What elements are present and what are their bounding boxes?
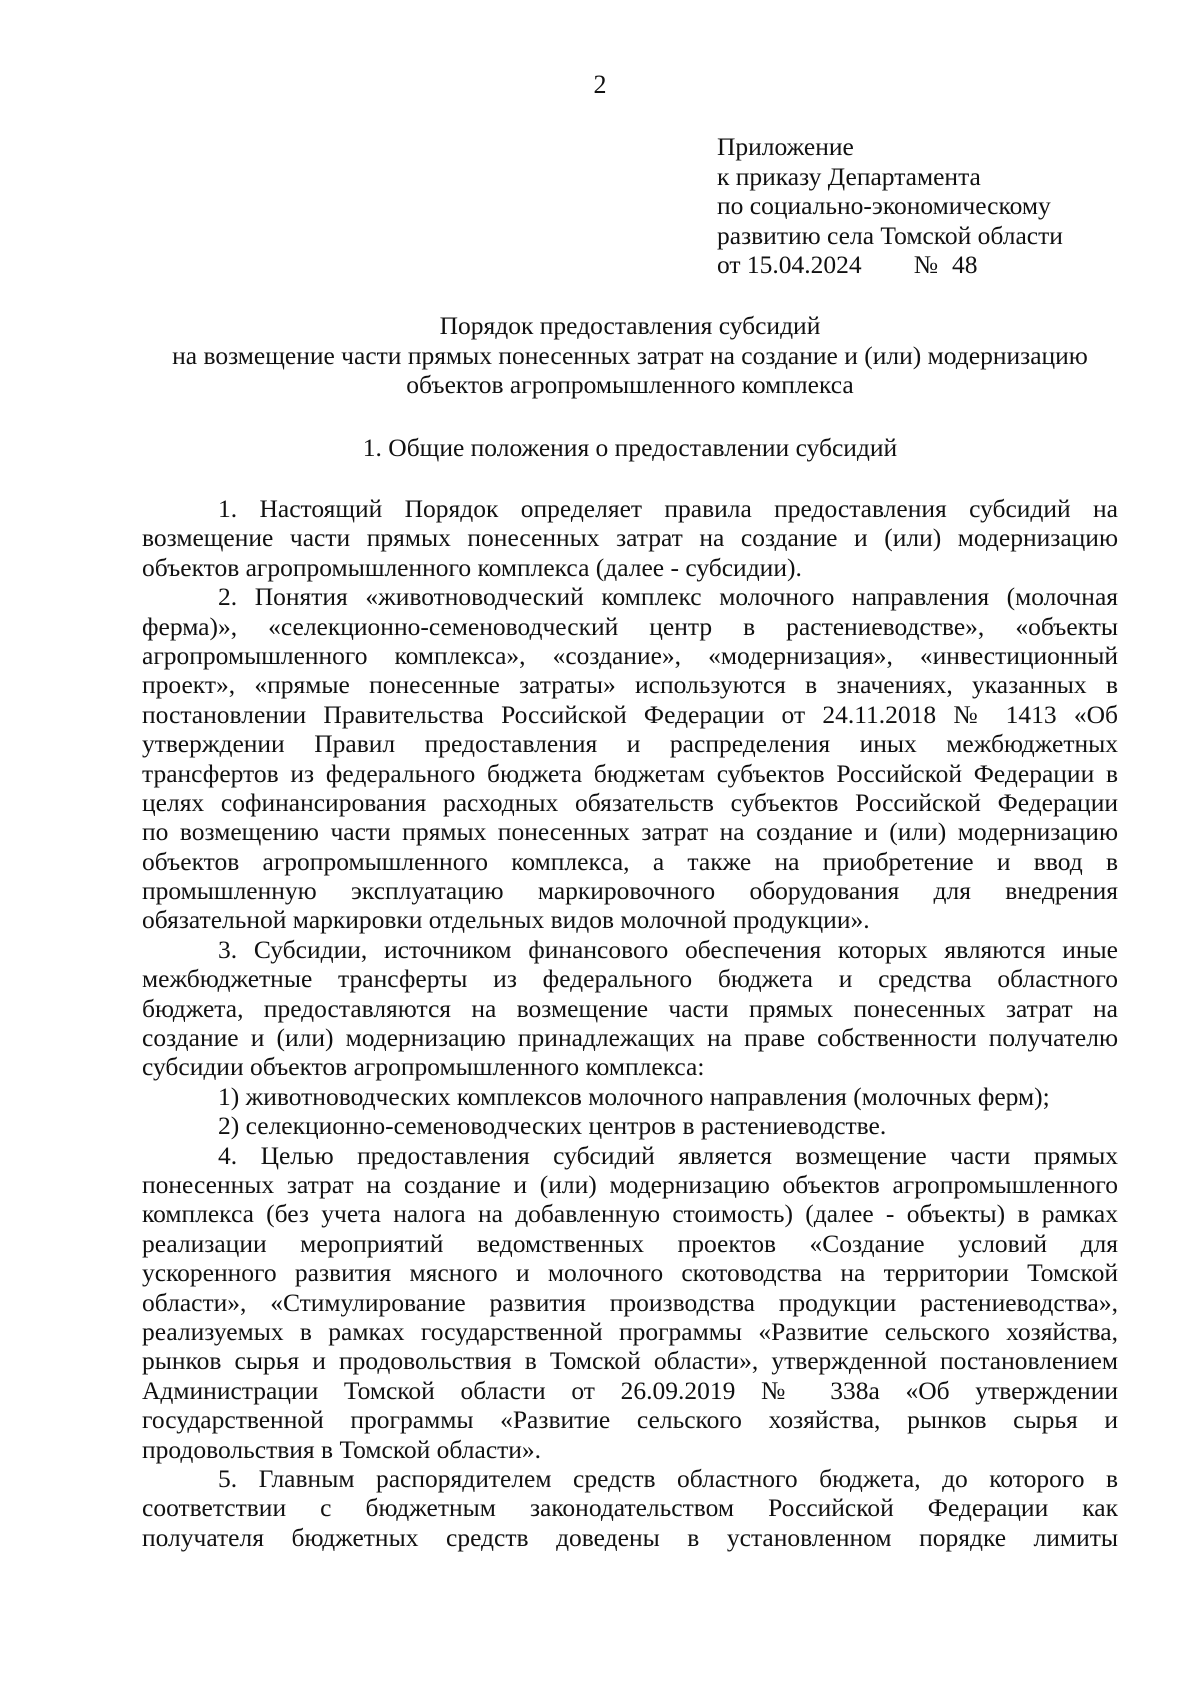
paragraph-line: по возмещению части прямых понесенных затрат на создание и (или) модернизацию xyxy=(142,817,1118,847)
paragraph-line: обязательной маркировки отдельных видов молочной продукции». xyxy=(142,905,870,935)
paragraph-line: Администрации Томской области от 26.09.2019 № 338а «Об утверждении xyxy=(142,1375,1118,1405)
paragraph xyxy=(142,1141,1118,1464)
paragraph xyxy=(142,1111,1118,1140)
paragraph-line: утверждении Правил предоставления и распределения иных межбюджетных xyxy=(142,729,1118,759)
document-title xyxy=(140,311,1120,400)
paragraph-line: проект», «прямые понесенные затраты» используются в значениях, указанных в xyxy=(142,670,1118,700)
paragraph-line: ускоренного развития мясного и молочного скотоводства на территории Томской xyxy=(142,1258,1118,1288)
paragraph-line: 2) селекционно-семеноводческих центров в растениеводстве. xyxy=(218,1111,887,1141)
paragraph-line: области», «Стимулирование развития производства продукции растениеводства», xyxy=(142,1287,1118,1317)
paragraph-line: получателя бюджетных средств доведены в установленном порядке лимиты xyxy=(142,1522,1118,1552)
paragraph-line: целях софинансирования расходных обязательств субъектов Российской Федерации xyxy=(142,787,1118,817)
paragraph xyxy=(142,494,1118,582)
paragraph-line: субсидии объектов агропромышленного комплекса: xyxy=(142,1052,705,1082)
paragraph-line: реализации мероприятий ведомственных проектов «Создание условий для xyxy=(142,1228,1118,1258)
paragraph-line: 1) животноводческих комплексов молочного направления (молочных ферм); xyxy=(218,1081,1050,1111)
paragraph-line: агропромышленного комплекса», «создание», «модернизация», «инвестиционный xyxy=(142,640,1118,670)
appendix-line-3: по социально-экономическому xyxy=(717,191,1051,220)
paragraph xyxy=(142,1082,1118,1111)
paragraph-line: 4. Целью предоставления субсидий является возмещение части прямых xyxy=(218,1140,1118,1170)
paragraph-line: комплекса (без учета налога на добавленную стоимость) (далее - объекты) в рамках xyxy=(142,1199,1118,1229)
appendix-block xyxy=(717,132,1063,280)
paragraph-line: создание и (или) модернизацию принадлежащих на праве собственности получателю xyxy=(142,1023,1118,1053)
appendix-number-value: 48 xyxy=(952,250,978,279)
appendix-date: от 15.04.2024 xyxy=(717,250,862,279)
title-line-3: объектов агропромышленного комплекса xyxy=(406,370,854,399)
appendix-line-1: Приложение xyxy=(717,132,854,161)
paragraph xyxy=(142,1464,1118,1552)
paragraph-line: соответствии с бюджетным законодательством Российской Федерации как xyxy=(142,1493,1118,1523)
paragraph xyxy=(142,935,1118,1082)
paragraph-line: объектов агропромышленного комплекса (далее - субсидии). xyxy=(142,552,802,582)
paragraph-line: объектов агропромышленного комплекса, а также на приобретение и ввод в xyxy=(142,846,1118,876)
title-line-2: на возмещение части прямых понесенных затрат на создание и (или) модернизацию xyxy=(172,340,1088,370)
paragraph-line: реализуемых в рамках государственной программы «Развитие сельского хозяйства, xyxy=(142,1316,1118,1346)
paragraph-line: 3. Субсидии, источником финансового обеспечения которых являются иные xyxy=(218,934,1118,964)
appendix-line-4: развитию села Томской области xyxy=(717,220,1063,250)
paragraph-line: государственной программы «Развитие сельского хозяйства, рынков сырья и xyxy=(142,1405,1118,1435)
paragraph xyxy=(142,582,1118,935)
paragraph-line: рынков сырья и продовольствия в Томской области», утвержденной постановлением xyxy=(142,1346,1118,1376)
paragraph-line: 2. Понятия «животноводческий комплекс молочного направления (молочная xyxy=(218,582,1118,612)
paragraph-line: продовольствия в Томской области». xyxy=(142,1434,542,1464)
paragraph-line: трансфертов из федерального бюджета бюджетам субъектов Российской Федерации в xyxy=(142,758,1118,788)
paragraph-line: бюджета, предоставляются на возмещение части прямых понесенных затрат на xyxy=(142,993,1118,1023)
paragraph-line: 1. Настоящий Порядок определяет правила предоставления субсидий на xyxy=(218,494,1118,523)
appendix-line-2: к приказу Департамента xyxy=(717,161,981,191)
paragraph-line: постановлении Правительства Российской Федерации от 24.11.2018 № 1413 «Об xyxy=(142,699,1118,729)
page-number: 2 xyxy=(593,70,607,99)
appendix-number-label: № xyxy=(913,250,939,279)
body-text xyxy=(142,494,1118,1552)
paragraph-line: 5. Главным распорядителем средств областного бюджета, до которого в xyxy=(218,1463,1118,1493)
paragraph-line: промышленную эксплуатацию маркировочного оборудования для внедрения xyxy=(142,876,1118,906)
paragraph-line: ферма)», «селекционно-семеноводческий центр в растениеводстве», «объекты xyxy=(142,611,1118,641)
title-line-1: Порядок предоставления субсидий xyxy=(439,311,821,340)
section-heading: 1. Общие положения о предоставлении субсидий xyxy=(362,433,898,462)
paragraph-line: понесенных затрат на создание и (или) модернизацию объектов агропромышленного xyxy=(142,1169,1118,1199)
paragraph-line: возмещение части прямых понесенных затрат на создание и (или) модернизацию xyxy=(142,523,1118,553)
appendix-date-line xyxy=(717,250,1063,280)
paragraph-line: межбюджетные трансферты из федерального бюджета и средства областного xyxy=(142,964,1118,994)
